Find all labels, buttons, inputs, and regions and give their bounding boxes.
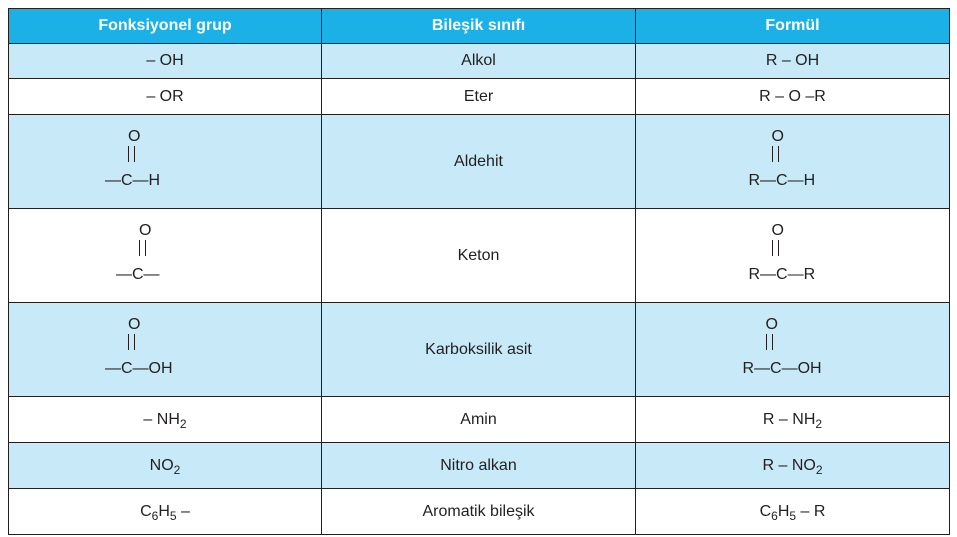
formula-text: H: [777, 502, 790, 520]
group-cell: [9, 303, 322, 397]
carbonyl-structure: [105, 128, 225, 190]
carbon-chain: R—C—R: [748, 266, 816, 283]
oxygen-atom: O: [765, 316, 778, 333]
class-cell: Nitro alkan: [322, 443, 636, 489]
header-compound-class: Bileşik sınıfı: [322, 9, 636, 44]
class-cell: Amin: [322, 397, 636, 443]
carbonyl-structure: [733, 316, 853, 378]
header-row: [9, 9, 950, 44]
carbonyl-structure: [733, 222, 853, 284]
formula-text: R – NO: [762, 456, 816, 474]
table-row: [9, 115, 950, 209]
header-functional-group: Fonksiyonel grup: [9, 9, 322, 44]
table-row: [9, 209, 950, 303]
carbon-chain: —C—H: [105, 172, 161, 189]
subscript: 5: [169, 508, 177, 523]
subscript: 5: [789, 508, 797, 523]
subscript: 2: [815, 416, 823, 431]
double-bond: [128, 334, 135, 350]
class-cell: Eter: [322, 79, 636, 115]
oxygen-atom: O: [128, 316, 141, 333]
table-row: [9, 397, 950, 443]
group-cell: [9, 209, 322, 303]
oxygen-atom: O: [771, 128, 784, 145]
formula-text: R – NH: [762, 410, 816, 428]
formula-cell: R – O –R: [636, 79, 950, 115]
carbon-chain: R—C—OH: [742, 360, 822, 377]
group-cell: – OH: [9, 44, 322, 79]
subscript: 2: [179, 416, 187, 431]
table-row: [9, 489, 950, 535]
class-cell: Alkol: [322, 44, 636, 79]
carbon-chain: R—C—H: [748, 172, 816, 189]
class-cell: Keton: [322, 209, 636, 303]
carbonyl-structure: [105, 222, 225, 284]
group-cell: [9, 443, 322, 489]
double-bond: [772, 146, 779, 162]
oxygen-atom: O: [139, 222, 152, 239]
group-text: H: [158, 502, 170, 520]
formula-cell: R – OH: [636, 44, 950, 79]
formula-cell: [636, 489, 950, 535]
carbon-chain: —C—: [116, 266, 160, 283]
group-text: C: [140, 502, 152, 520]
group-cell: [9, 115, 322, 209]
subscript: 2: [815, 462, 823, 477]
header-formula: Formül: [636, 9, 950, 44]
group-text: – NH: [143, 410, 180, 428]
table-row: [9, 79, 950, 115]
group-cell: [9, 397, 322, 443]
carbonyl-structure: [733, 128, 853, 190]
formula-text: – R: [796, 502, 826, 520]
formula-cell: [636, 443, 950, 489]
subscript: 2: [173, 462, 181, 477]
formula-cell: [636, 115, 950, 209]
formula-cell: [636, 303, 950, 397]
class-cell: Karboksilik asit: [322, 303, 636, 397]
double-bond: [139, 240, 146, 256]
formula-text: C: [759, 502, 772, 520]
double-bond: [766, 334, 773, 350]
carbon-chain: —C—OH: [105, 360, 173, 377]
class-cell: Aromatik bileşik: [322, 489, 636, 535]
subscript: 6: [151, 508, 159, 523]
table-row: [9, 303, 950, 397]
group-cell: – OR: [9, 79, 322, 115]
double-bond: [772, 240, 779, 256]
class-cell: Aldehit: [322, 115, 636, 209]
functional-groups-table: [8, 8, 950, 535]
subscript: 6: [771, 508, 778, 523]
table-row: [9, 443, 950, 489]
double-bond: [128, 146, 135, 162]
formula-cell: [636, 397, 950, 443]
group-text: –: [176, 502, 190, 520]
group-cell: [9, 489, 322, 535]
group-text: NO: [149, 456, 174, 474]
carbonyl-structure: [105, 316, 225, 378]
oxygen-atom: O: [128, 128, 141, 145]
formula-cell: [636, 209, 950, 303]
table-row: [9, 44, 950, 79]
oxygen-atom: O: [771, 222, 784, 239]
